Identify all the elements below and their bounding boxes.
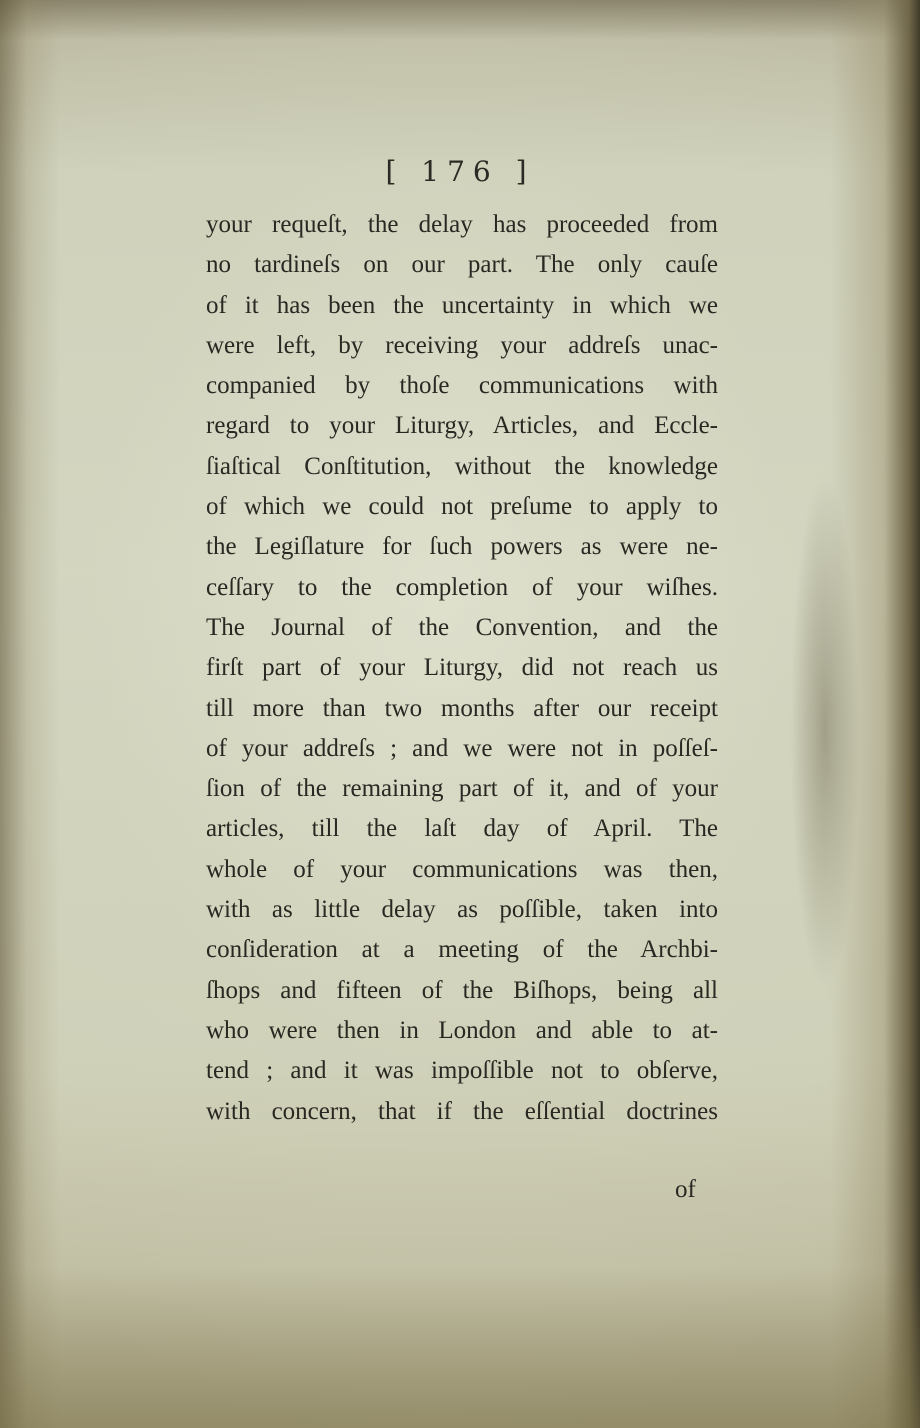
text-line: of it has been the uncertainty in which we (206, 291, 718, 319)
text-line: ſiaſtical Conſtitution, without the knowledge (206, 452, 718, 480)
page-top-shadow (0, 0, 920, 40)
text-line: of which we could not preſume to apply to (206, 493, 718, 521)
text-line: ſhops and fifteen of the Biſhops, being all (206, 976, 718, 1004)
text-line: The Journal of the Convention, and the (206, 613, 718, 641)
page-number: [ 176 ] (385, 155, 535, 188)
text-line: your requeſt, the delay has proceeded from (206, 211, 718, 238)
text-line: regard to your Liturgy, Articles, and Eccle- (206, 412, 718, 440)
text-line: whole of your communications was then, (206, 855, 718, 883)
text-line: tend ; and it was impoſſible not to obſerve, (206, 1057, 718, 1085)
text-line: conſideration at a meeting of the Archbi- (206, 936, 718, 964)
text-line: articles, till the laſt day of April. The (206, 815, 718, 843)
catchword: of (675, 1176, 696, 1203)
text-line: with concern, that if the eſſential doctrines (206, 1097, 718, 1125)
text-line: companied by thoſe communications with (206, 372, 718, 400)
text-line: of your addreſs ; and we were not in poſſeſ- (206, 734, 718, 762)
text-line: were left, by receiving your addreſs unac- (206, 331, 718, 359)
text-line: who were then in London and able to at- (206, 1016, 718, 1044)
page-left-shadow (0, 0, 60, 1428)
text-line: the Legiſlature for ſuch powers as were ne- (206, 533, 718, 561)
text-line: no tardineſs on our part. The only cauſe (206, 251, 718, 279)
paper-stain (790, 470, 860, 990)
text-line: with as little delay as poſſible, taken into (206, 896, 718, 924)
text-line: ſion of the remaining part of it, and of your (206, 775, 718, 803)
body-text (206, 205, 718, 1132)
page-bottom-shadow (0, 1268, 920, 1428)
text-line: ceſſary to the completion of your wiſhes. (206, 573, 718, 601)
text-line: till more than two months after our receipt (206, 694, 718, 722)
text-line: firſt part of your Liturgy, did not reach us (206, 654, 718, 682)
